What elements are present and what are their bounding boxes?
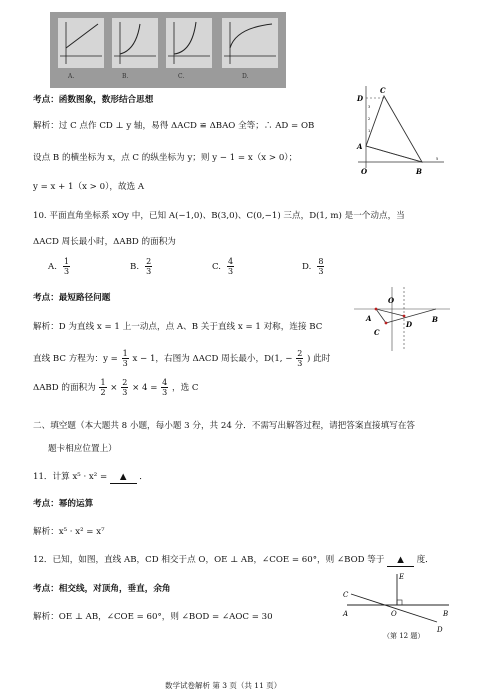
answer-options-figure <box>50 12 286 88</box>
graph-d <box>222 18 278 68</box>
q10-line2: ΔACD 周长最小时，ΔABD 的面积为 <box>33 237 176 247</box>
q11-blank: ▲ <box>110 471 137 484</box>
jiexi-1-line2: 设点 B 的横坐标为 x，点 C 的纵坐标为 y；则 y − 1 = x（x > 0）； <box>33 153 298 163</box>
kaodian-11: 考点：幂的运算 <box>33 499 94 509</box>
q10-option-d <box>302 257 325 276</box>
label-c: C <box>374 328 380 337</box>
tick-3: 3 <box>368 105 371 109</box>
panel-label-d: D. <box>242 73 249 80</box>
label-a: A <box>357 142 363 151</box>
label-c: C <box>380 86 386 95</box>
jiexi-1-line3: y = x + 1（x > 0），故选 A <box>33 182 145 192</box>
fig12-caption: （第 12 题） <box>383 632 425 640</box>
panel-label-a: A. <box>68 73 75 80</box>
label-d: D <box>357 94 364 103</box>
label-d: D <box>437 626 443 634</box>
graph-c <box>166 18 212 68</box>
label-o: O <box>361 167 368 176</box>
jiexi-12: 解析：OE ⊥ AB，∠COE = 60°，则 ∠BOD = ∠AOC = 30 <box>33 612 273 622</box>
kaodian-10: 考点：最短路径问题 <box>33 293 111 303</box>
option-label: C. <box>212 261 222 272</box>
graph-panel-b <box>112 18 158 68</box>
tick-2: 2 <box>368 117 371 121</box>
jiexi-1: 解析：过 C 点作 CD ⊥ y 轴，易得 ΔACD ≌ ΔBAO 全等；∴ AD = OB <box>33 121 315 131</box>
jiexi-10: 解析：D 为直线 x = 1 上一动点，点 A、B 关于直线 x = 1 对称，连接 BC <box>33 322 323 332</box>
graph-a <box>58 18 104 68</box>
q10-option-a <box>48 257 71 276</box>
triangle-figure <box>352 82 447 177</box>
q10-line1: 10. 平面直角坐标系 xOy 中，已知 A(−1,0)、B(3,0)、C(0,−1) 三点，D(1, m) 是一个动点，当 <box>33 211 405 221</box>
jiexi-11: 解析：x⁵ · x² = x⁷ <box>33 527 105 537</box>
label-o: O <box>388 296 395 305</box>
section2-heading-2: 题卡相应位置上） <box>48 444 117 454</box>
q10-option-c <box>212 257 235 276</box>
option-fraction: $\frac{2}{3}$ <box>146 257 152 276</box>
option-fraction: $\frac{1}{3}$ <box>63 257 70 276</box>
tick-x: 5 <box>436 157 439 161</box>
label-a: A <box>343 610 349 618</box>
section2-heading: 二、填空题（本大题共 8 小题，每小题 3 分，共 24 分．不需写出解答过程，请把答案直接填写在答 <box>33 421 416 431</box>
graph-panel-c <box>166 18 212 68</box>
label-o: O <box>391 610 397 618</box>
panel-label-b: B. <box>122 73 129 80</box>
panel-label-c: C. <box>178 73 185 80</box>
intersecting-lines-figure <box>337 570 459 638</box>
q12-blank: ▲ <box>387 554 414 567</box>
jiexi-10-line3: ΔABD 的面积为 $\frac{1}{2}$ × $\frac{2}{3}$ × 4 = $\frac{4}{3}$ ，选 C <box>33 378 199 397</box>
option-fraction: $\frac{4}{3}$ <box>228 257 234 276</box>
label-d: D <box>406 320 413 329</box>
q12-line: 12．已知，如图，直线 AB，CD 相交于点 O，OE ⊥ AB，∠COE = 60°，则 ∠BOD 等于 ▲ 度． <box>33 555 434 565</box>
label-a: A <box>366 314 372 323</box>
graph-panel-a <box>58 18 104 68</box>
option-label: A. <box>48 261 57 272</box>
label-c: C <box>343 591 349 599</box>
graph-panel-d <box>222 18 278 68</box>
q11-line: 11．计算 x⁵ · x² = ▲ ． <box>33 472 148 482</box>
tick-1: 1 <box>368 129 371 133</box>
kaodian-12: 考点：相交线，对顶角，垂直，余角 <box>33 584 171 594</box>
option-label: D. <box>302 261 312 272</box>
jiexi-10-line2: 直线 BC 方程为：y = $\frac{1}{3}$ x − 1，右图为 ΔACD 周长最小，D(1, − $\frac{2}{3}$ ) 此时 <box>33 349 331 368</box>
kaodian-1: 考点：函数图象，数形结合思想 <box>33 95 154 105</box>
label-e: E <box>399 573 405 581</box>
label-b: B <box>443 610 449 618</box>
q10-option-b <box>130 257 153 276</box>
label-b: B <box>432 315 438 324</box>
option-label: B. <box>130 261 140 272</box>
label-b: B <box>416 167 422 176</box>
shortest-path-figure <box>352 285 452 353</box>
page-footer: 数学试卷解析 第 3 页（共 11 页） <box>165 681 282 690</box>
graph-b <box>112 18 158 68</box>
option-fraction: $\frac{8}{3}$ <box>318 257 324 276</box>
